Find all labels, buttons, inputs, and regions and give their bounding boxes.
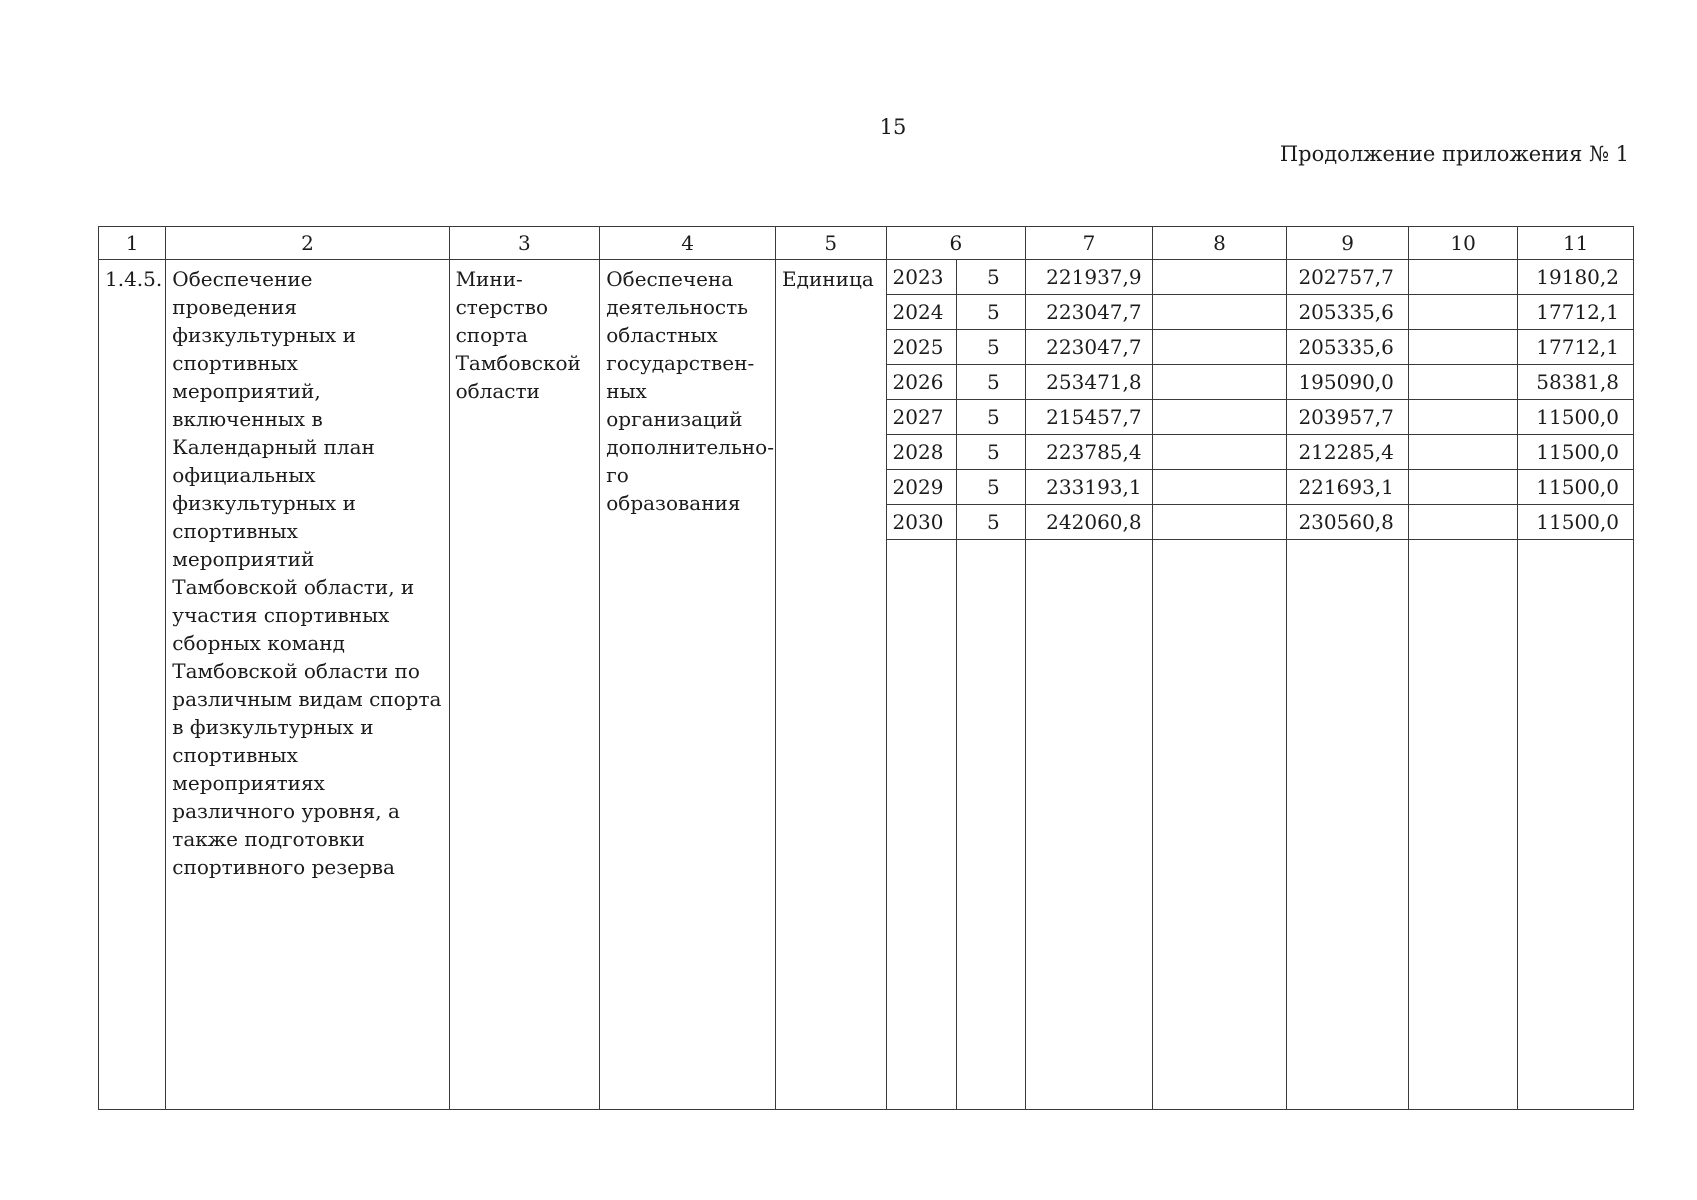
year-row xyxy=(1153,505,1287,540)
unit-text: Единица xyxy=(782,267,874,291)
col-header: 11 xyxy=(1518,227,1634,260)
year-row xyxy=(1409,400,1517,435)
col-header: 9 xyxy=(1287,227,1409,260)
year-row xyxy=(1153,295,1287,330)
amount-cell: 11500,0 xyxy=(1536,440,1619,464)
amount-cell: 17712,1 xyxy=(1536,300,1619,324)
amount-cell: 233193,1 xyxy=(1046,475,1142,499)
year-label: 2027 xyxy=(892,405,944,429)
year-label: 2026 xyxy=(892,370,944,394)
row-number: 1.4.5. xyxy=(105,267,163,291)
col-header: 7 xyxy=(1026,227,1153,260)
year-row xyxy=(1026,435,1152,470)
col-header: 10 xyxy=(1408,227,1517,260)
table-row xyxy=(99,260,1634,1110)
amount-cell: 215457,7 xyxy=(1046,405,1142,429)
year-label: 2029 xyxy=(892,475,944,499)
amount-cell: 205335,6 xyxy=(1298,335,1394,359)
year-row xyxy=(1518,505,1633,540)
year-label: 2028 xyxy=(892,440,944,464)
year-row xyxy=(1026,365,1152,400)
indicator-value: 5 xyxy=(986,335,1000,359)
amount-cell: 205335,6 xyxy=(1298,300,1394,324)
year-row xyxy=(1409,260,1517,295)
amount-cell: 223047,7 xyxy=(1046,300,1142,324)
year-row xyxy=(1518,470,1633,505)
amount-cell: 221693,1 xyxy=(1298,475,1394,499)
year-row xyxy=(1026,260,1152,295)
amount-cell: 253471,8 xyxy=(1046,370,1142,394)
year-row xyxy=(1026,400,1152,435)
year-label: 2025 xyxy=(892,335,944,359)
year-row xyxy=(1409,435,1517,470)
year-row xyxy=(1518,435,1633,470)
year-row xyxy=(1518,400,1633,435)
amount-cell: 11500,0 xyxy=(1536,475,1619,499)
year-row xyxy=(1518,365,1633,400)
year-row xyxy=(1287,435,1408,470)
indicator-value: 5 xyxy=(986,440,1000,464)
year-row xyxy=(1026,505,1152,540)
col-header: 4 xyxy=(600,227,776,260)
page-number: 15 xyxy=(879,115,907,139)
year-row xyxy=(1409,330,1517,365)
activity-name: Обеспечение проведения физкультурных и спортивных мероприятий, включенных в Календарный план официальных физкультурных и спортивных мероприятий Тамбовской области, и участия спортивных сборных команд Тамбовской области по различным видам спорта в физкультурных и спортивных мероприятиях различного уровня, а также подготовки спортивного резерва xyxy=(172,267,442,879)
year-row xyxy=(1026,330,1152,365)
amount-cell: 223047,7 xyxy=(1046,335,1142,359)
col-header: 1 xyxy=(99,227,166,260)
indicator-value: 5 xyxy=(986,475,1000,499)
amount-cell: 230560,8 xyxy=(1298,510,1394,534)
appendix-note: Продолжение приложения № 1 xyxy=(1279,142,1629,166)
year-row xyxy=(1518,295,1633,330)
year-row xyxy=(1153,400,1287,435)
amount-cell: 212285,4 xyxy=(1298,440,1394,464)
year-row xyxy=(1287,365,1408,400)
header-row xyxy=(99,227,1634,260)
year-row xyxy=(1518,330,1633,365)
amount-cell: 202757,7 xyxy=(1298,265,1394,289)
result-text: Обеспечена деятельность областных государствен-ных организаций дополнительно-го образования xyxy=(606,267,774,515)
indicator-value: 5 xyxy=(986,265,1000,289)
year-row xyxy=(1409,295,1517,330)
year-row xyxy=(1026,295,1152,330)
col-header: 5 xyxy=(776,227,887,260)
amount-cell: 58381,8 xyxy=(1536,370,1619,394)
col-header: 8 xyxy=(1152,227,1287,260)
indicator-value: 5 xyxy=(986,300,1000,324)
amount-cell: 17712,1 xyxy=(1536,335,1619,359)
year-value-divider xyxy=(956,260,958,1109)
indicator-value: 5 xyxy=(986,370,1000,394)
year-row xyxy=(1153,260,1287,295)
amount-cell: 11500,0 xyxy=(1536,405,1619,429)
year-row xyxy=(1153,365,1287,400)
year-row xyxy=(1287,400,1408,435)
year-row xyxy=(1153,330,1287,365)
amount-cell: 19180,2 xyxy=(1536,265,1619,289)
col-header: 2 xyxy=(166,227,449,260)
amount-cell: 242060,8 xyxy=(1046,510,1142,534)
year-label: 2030 xyxy=(892,510,944,534)
amount-cell: 223785,4 xyxy=(1046,440,1142,464)
budget-table xyxy=(98,226,1634,1110)
year-row xyxy=(1026,470,1152,505)
indicator-value: 5 xyxy=(986,405,1000,429)
col-header: 6 xyxy=(886,227,1026,260)
year-label: 2023 xyxy=(892,265,944,289)
indicator-value: 5 xyxy=(986,510,1000,534)
year-row xyxy=(1287,260,1408,295)
year-label: 2024 xyxy=(892,300,944,324)
year-row xyxy=(1409,365,1517,400)
year-row xyxy=(1153,470,1287,505)
year-row xyxy=(1518,260,1633,295)
amount-cell: 221937,9 xyxy=(1046,265,1142,289)
year-row xyxy=(1287,470,1408,505)
amount-cell: 11500,0 xyxy=(1536,510,1619,534)
year-row xyxy=(1287,330,1408,365)
executor-name: Мини-стерство спорта Тамбовской области xyxy=(455,267,581,403)
year-row xyxy=(1287,505,1408,540)
year-row xyxy=(1409,470,1517,505)
year-row xyxy=(1153,435,1287,470)
amount-cell: 203957,7 xyxy=(1298,405,1394,429)
year-row xyxy=(1287,295,1408,330)
amount-cell: 195090,0 xyxy=(1298,370,1394,394)
col6-cell xyxy=(886,260,1026,1110)
col-header: 3 xyxy=(449,227,600,260)
year-row xyxy=(1409,505,1517,540)
